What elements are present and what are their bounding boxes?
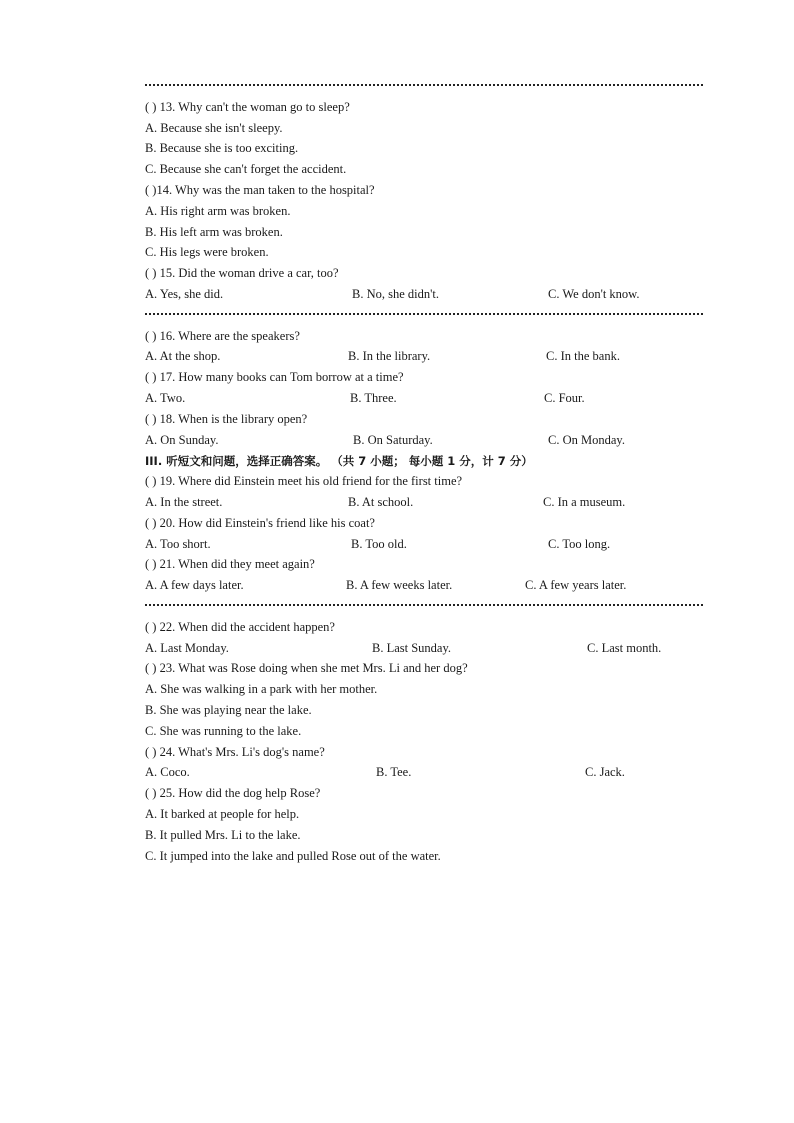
question-18-option-b: B. On Saturday.: [353, 433, 433, 447]
question-18-option-a: A. On Sunday.: [145, 433, 219, 447]
question-16-option-c: C. In the bank.: [546, 349, 620, 363]
question-19-option-c: C. In a museum.: [543, 495, 626, 509]
question-21-option-b: B. A few weeks later.: [346, 578, 453, 592]
question-25-option-b: B. It pulled Mrs. Li to the lake.: [145, 828, 301, 842]
question-22-stem: ( ) 22. When did the accident happen?: [145, 620, 335, 634]
question-21-option-a: A. A few days later.: [145, 578, 244, 592]
question-23-option-c: C. She was running to the lake.: [145, 724, 302, 738]
question-15-option-a: A. Yes, she did.: [145, 287, 224, 301]
question-22-option-a: A. Last Monday.: [145, 641, 229, 655]
question-15-option-b: B. No, she didn't.: [352, 287, 439, 301]
question-17-option-a: A. Two.: [145, 391, 186, 405]
question-15-stem: ( ) 15. Did the woman drive a car, too?: [145, 266, 339, 280]
question-18-option-c: C. On Monday.: [548, 433, 625, 447]
question-17-stem: ( ) 17. How many books can Tom borrow at a time?: [145, 370, 404, 384]
question-23-stem: ( ) 23. What was Rose doing when she met Mrs. Li and her dog?: [145, 661, 468, 675]
question-22-option-c: C. Last month.: [587, 641, 662, 655]
question-19-stem: ( ) 19. Where did Einstein meet his old friend for the first time?: [145, 474, 463, 488]
question-18-stem: ( ) 18. When is the library open?: [145, 412, 308, 426]
dotted-separator: [145, 84, 703, 86]
question-13-option-c: C. Because she can't forget the accident.: [145, 162, 347, 176]
question-19-option-b: B. At school.: [348, 495, 414, 509]
section-3-heading: III. 听短文和问题，选择正确答案。 （共 7 小题； 每小题 1 分，计 7 分）: [145, 454, 533, 468]
question-22-option-b: B. Last Sunday.: [372, 641, 452, 655]
dotted-separator: [145, 604, 703, 606]
question-20-option-b: B. Too old.: [351, 537, 407, 551]
question-24-option-b: B. Tee.: [376, 765, 412, 779]
question-24-stem: ( ) 24. What's Mrs. Li's dog's name?: [145, 745, 325, 759]
question-16-option-a: A. At the shop.: [145, 349, 221, 363]
question-13-option-a: A. Because she isn't sleepy.: [145, 121, 283, 135]
question-17-option-c: C. Four.: [544, 391, 585, 405]
question-24-option-a: A. Coco.: [145, 765, 190, 779]
question-20-option-c: C. Too long.: [548, 537, 611, 551]
question-25-option-c: C. It jumped into the lake and pulled Rose out of the water.: [145, 849, 441, 863]
question-13-option-b: B. Because she is too exciting.: [145, 141, 299, 155]
question-23-option-b: B. She was playing near the lake.: [145, 703, 312, 717]
question-14-stem: ( )14. Why was the man taken to the hospital?: [145, 183, 375, 197]
question-15-option-c: C. We don't know.: [548, 287, 640, 301]
question-23-option-a: A. She was walking in a park with her mother.: [145, 682, 378, 696]
question-21-option-c: C. A few years later.: [525, 578, 627, 592]
question-16-stem: ( ) 16. Where are the speakers?: [145, 329, 300, 343]
question-14-option-b: B. His left arm was broken.: [145, 225, 283, 239]
question-13-stem: ( ) 13. Why can't the woman go to sleep?: [145, 100, 350, 114]
question-25-stem: ( ) 25. How did the dog help Rose?: [145, 786, 321, 800]
question-24-option-c: C. Jack.: [585, 765, 625, 779]
question-20-option-a: A. Too short.: [145, 537, 211, 551]
question-25-option-a: A. It barked at people for help.: [145, 807, 300, 821]
question-19-option-a: A. In the street.: [145, 495, 223, 509]
question-21-stem: ( ) 21. When did they meet again?: [145, 557, 315, 571]
question-14-option-c: C. His legs were broken.: [145, 245, 269, 259]
dotted-separator: [145, 313, 703, 315]
question-16-option-b: B. In the library.: [348, 349, 431, 363]
question-17-option-b: B. Three.: [350, 391, 397, 405]
question-14-option-a: A. His right arm was broken.: [145, 204, 291, 218]
question-20-stem: ( ) 20. How did Einstein's friend like his coat?: [145, 516, 375, 530]
